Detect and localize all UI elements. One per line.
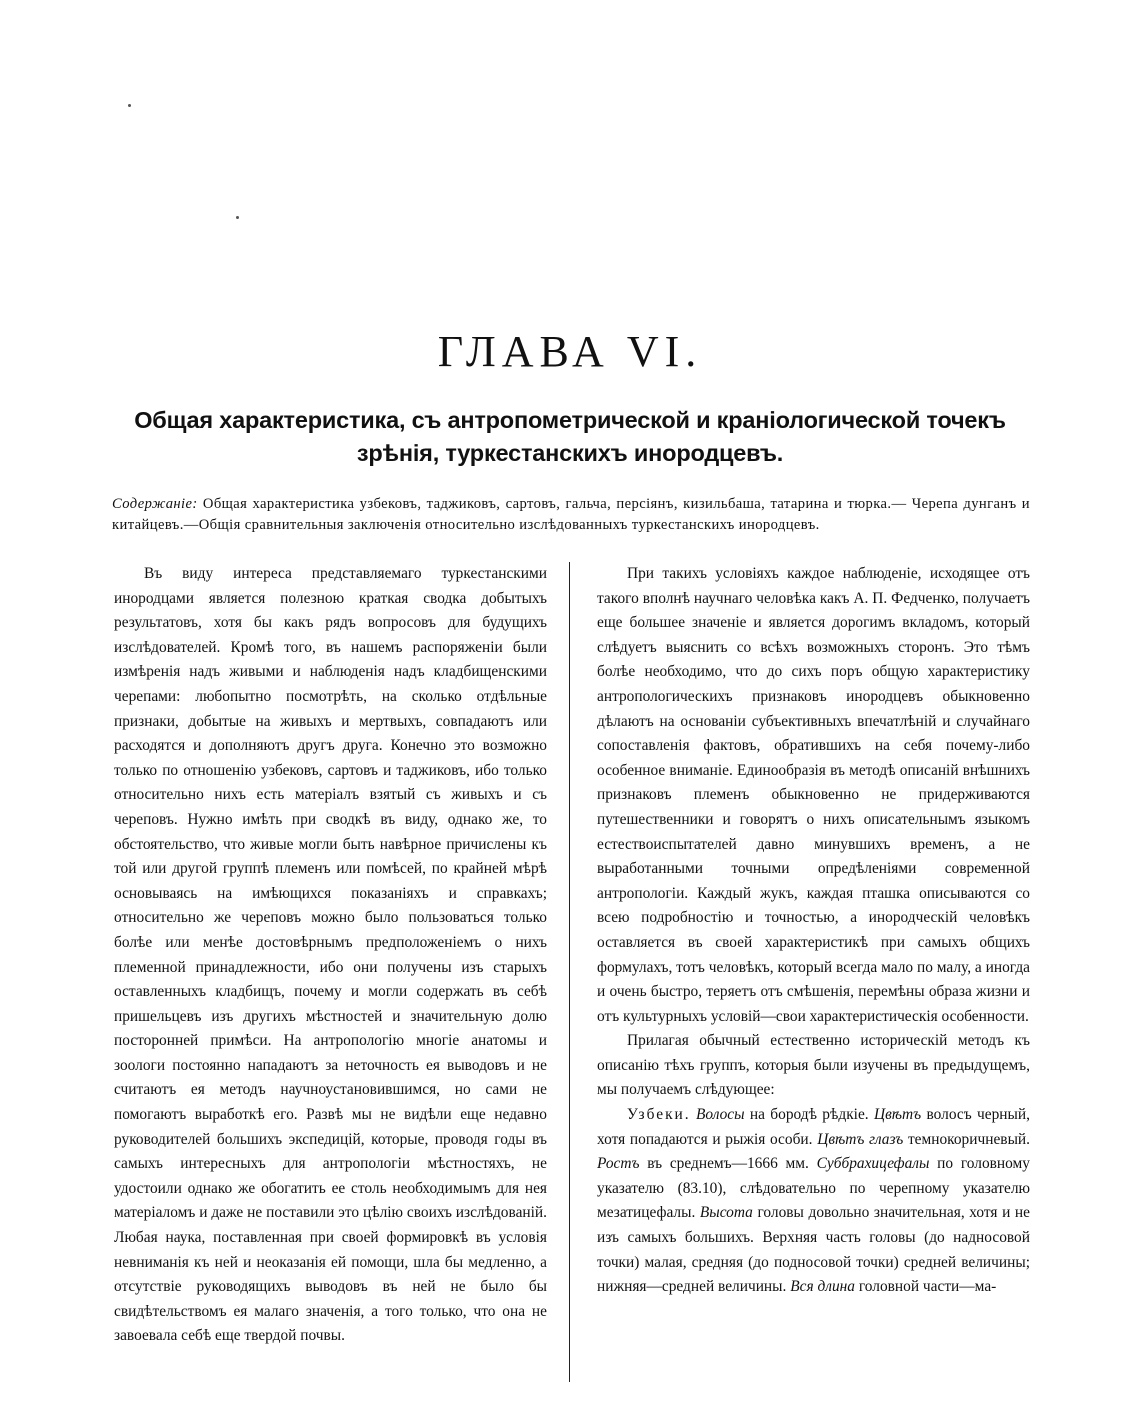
people-name: Узбеки. xyxy=(627,1106,691,1124)
chapter-summary xyxy=(112,494,1030,536)
term-height: Ростъ xyxy=(597,1155,640,1173)
summary-text: Общая характеристика узбековъ, таджиковъ, сартовъ, гальча, персіянъ, кизильбаша, татарина и тюрка.— Черепа дунганъ и китайцевъ.—Общія сравнительныя заключенія относительно изслѣдованныхъ туркестанскихъ инородцевъ. xyxy=(112,496,1030,533)
right-column xyxy=(597,562,1030,1300)
right-paragraph-2: Прилагая обычный естественно историческій методъ къ описанію тѣхъ группъ, которыя были изучены въ предыдущемъ, мы получаемъ слѣдующее: xyxy=(597,1032,1030,1099)
text-segment: головы довольно значительная, хотя и не изъ самыхъ большихъ. Верхняя часть головы (до надносовой точки) малая, средняя (до подносовой точки) средней величины; нижняя—средней величины. xyxy=(597,1204,1030,1296)
summary-label: Содержаніе: xyxy=(112,496,198,512)
left-column xyxy=(114,562,547,1349)
text-segment: въ среднемъ—1666 мм. xyxy=(647,1155,809,1173)
text-segment: на бородѣ рѣдкіе. xyxy=(749,1106,869,1124)
term-hair-color: Цвѣтъ xyxy=(873,1106,922,1124)
text-columns xyxy=(112,562,1030,1402)
print-speck xyxy=(128,104,131,107)
chapter-subtitle: Общая характеристика, съ антропометрической и краніологической точекъ зрѣнія, туркестанскихъ инородцевъ. xyxy=(134,407,1006,466)
term-total-length: Вся длина xyxy=(790,1278,855,1296)
text-segment: по головному указателю (83.10), слѣдовательно по черепному указателю мезатицефалы. xyxy=(597,1155,1030,1222)
chapter-title: ГЛАВА VI. xyxy=(437,327,703,376)
text-segment: головной части—ма- xyxy=(858,1278,997,1296)
term-subbrachycephalic: Суббрахицефалы xyxy=(816,1155,930,1173)
text-segment: волосъ черный, хотя попадаются и рыжія особи. xyxy=(597,1106,1030,1148)
right-paragraph-1: При такихъ условіяхъ каждое наблюденіе, исходящее отъ такого вполнѣ научнаго человѣка какъ А. П. Федченко, получаетъ еще большее значеніе и является дорогимъ вкладомъ, который слѣдуетъ выяснить со всѣхъ возможныхъ сторонъ. Это тѣмъ болѣе необходимо, что до сихъ поръ общую характеристику антропологическихъ признаковъ инородцевъ обыкновенно дѣлаютъ на основаніи субъективныхъ впечатлѣній и случайнаго сопоставленія фактовъ, обратившихъ на себя почему-либо особенное вниманіе. Единообразія въ методѣ описаній внѣшнихъ признаковъ племенъ обыкновенно не придерживаются путешественники и говорятъ о нихъ описательнымъ языкомъ естествоиспытателей давно минувшихъ временъ, а не выработанными точными опредѣленіями современной антропологіи. Каждый жукъ, каждая пташка описываются со всею подробностію и точностью, а инородческій человѣкъ оставляется въ своей характеристикѣ при самыхъ общихъ формулахъ, тотъ человѣкъ, который всегда мало по малу, а иногда и очень быстро, теряетъ отъ смѣшенія, перемѣны образа жизни и отъ культурныхъ условій—свои характеристическія особенности. xyxy=(597,565,1030,1025)
print-speck xyxy=(236,216,239,219)
term-eye-color: Цвѣтъ глазъ xyxy=(817,1130,904,1148)
term-hair: Волосы xyxy=(696,1106,745,1124)
text-segment: темнокоричневый. xyxy=(907,1130,1030,1148)
term-head-height: Высота xyxy=(699,1204,753,1222)
right-paragraph-3 xyxy=(597,1103,1030,1300)
column-divider xyxy=(569,562,570,1382)
left-paragraph-1: Въ виду интереса представляемаго туркестанскими инородцами является полезною краткая сводка добытыхъ результатовъ, хотя бы какъ рядъ вопросовъ для будущихъ изслѣдователей. Кромѣ того, въ нашемъ распоряженіи были измѣренія надъ живыми и наблюденія надъ кладбищенскими черепами: любопытно посмотрѣть, на сколько отдѣльные признаки, добытые на живыхъ и мертвыхъ, совпадаютъ или расходятся и дополняютъ другъ друга. Конечно это возможно только по отношенію узбековъ, сартовъ и таджиковъ, ибо только относительно нихъ есть матеріалъ взятый съ живыхъ и съ череповъ. Нужно имѣть при сводкѣ въ виду, однако же, то обстоятельство, что живые могли быть навѣрное причислены къ той или другой группѣ племенъ или помѣсей, по крайней мѣрѣ основываясь на имѣющихся показаніяхъ и справкахъ; относительно же череповъ можно было пользоваться только болѣе или менѣе достовѣрнымъ предположеніемъ о нихъ племенной принадлежности, ибо они получены изъ старыхъ оставленныхъ кладбищъ, почему и могли содержать въ себѣ пришельцевъ изъ другихъ мѣстностей и значительную долю посторонней примѣси. На антропологію многіе анатомы и зоологи постоянно нападаютъ за неточность ея выводовъ и не считаютъ ея методъ научноустановившимся, но сами не помогаютъ выработкѣ его. Развѣ мы не видѣли еще недавно руководителей большихъ экспедицій, которые, проводя годы въ самыхъ интересныхъ для антропологіи мѣстностяхъ, не удостоили однако же обогатить ее столь необходимымъ для нея матеріаломъ и даже не поставили это цѣлію своихъ изслѣдованій. Любая наука, поставленная при своей формировкѣ въ условія невниманія къ ней и неоказанія ей помощи, шла бы медленно, а отсутствіе руководящихъ выводовъ въ ней не было бы свидѣтельствомъ ея малаго значенія, а того только, что она не завоевала себѣ еще твердой почвы. xyxy=(114,565,547,1345)
